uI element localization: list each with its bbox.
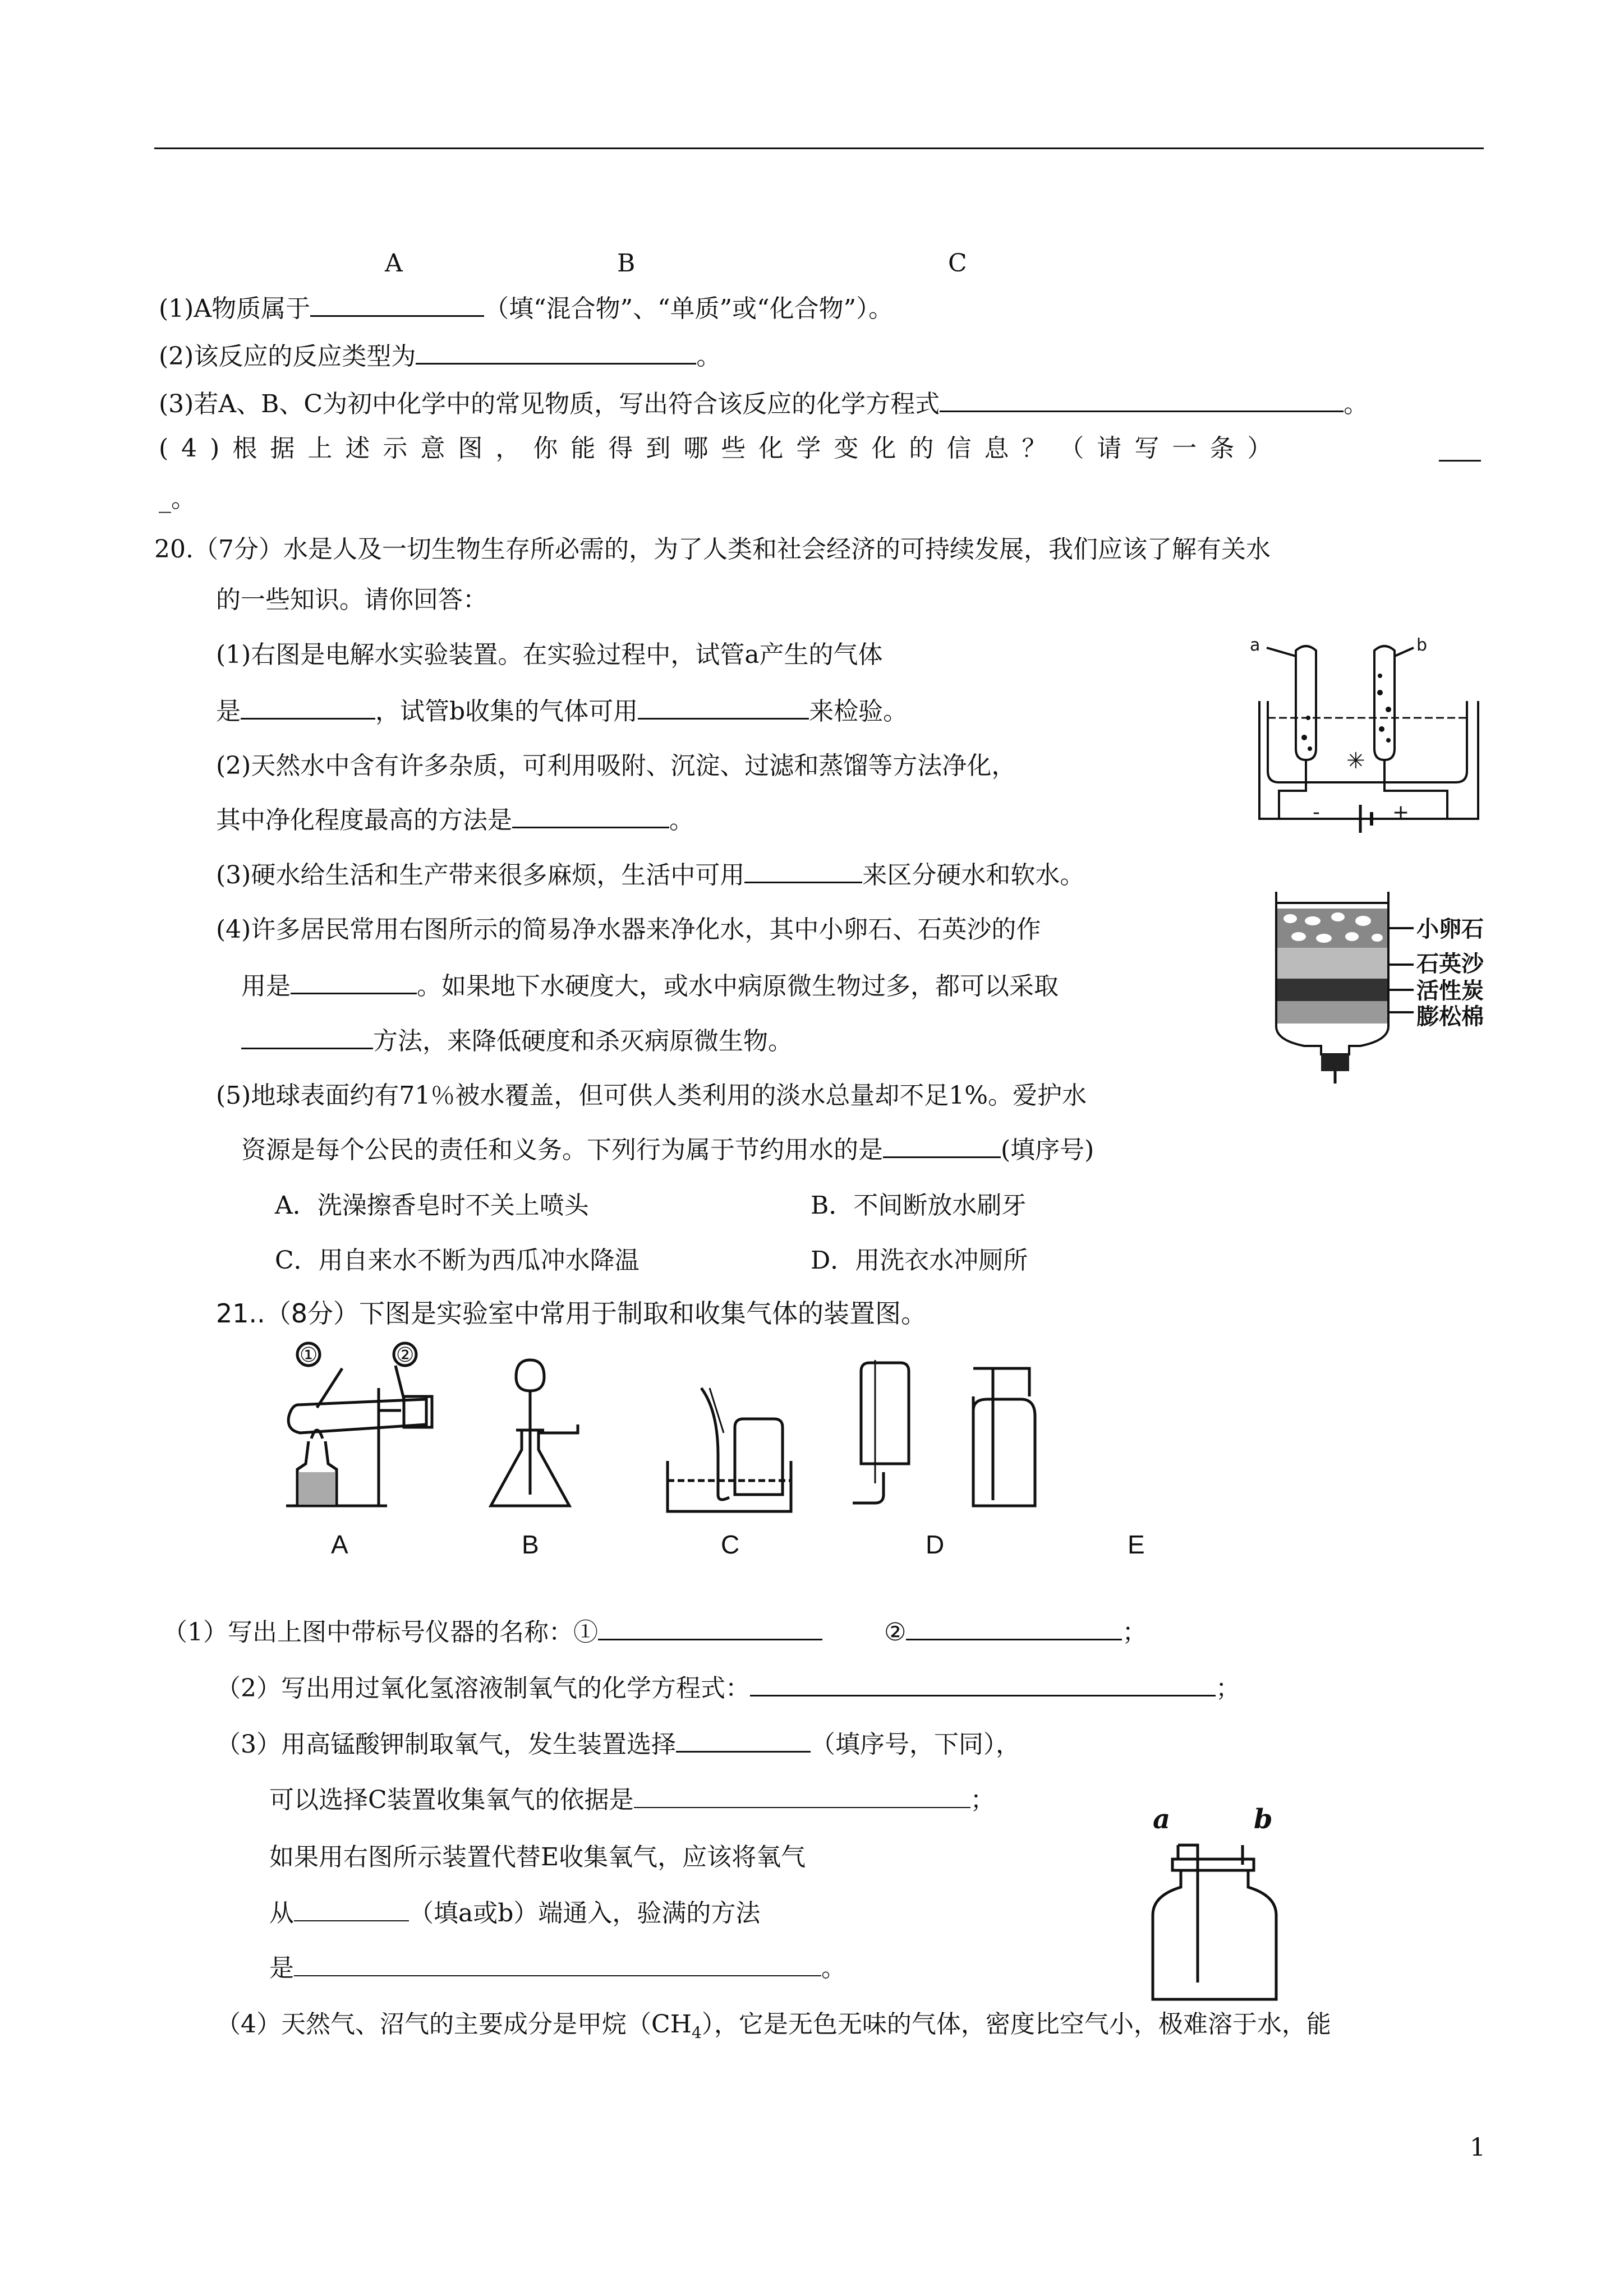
marker-1: ① xyxy=(300,1344,318,1367)
filter-label-quartz-sand: 石英沙 xyxy=(1416,951,1484,977)
electrolysis-label-plus: + xyxy=(1392,801,1410,824)
bottle-label-b: b xyxy=(1254,1804,1273,1835)
q21-p3c: 如果用右图所示装置代替E收集氧气，应该将氧气 xyxy=(269,1843,806,1871)
q19-line-4: (4)根据上述示意图，你能得到哪些化学变化的信息？（请写一条） xyxy=(159,434,1285,463)
q20-p4c: 方法，来降低硬度和杀灭病原微生物。 xyxy=(241,1024,793,1058)
q21-p3b: 可以选择C装置收集氧气的依据是 ； xyxy=(269,1783,995,1817)
q21-p3a: （3）用高锰酸钾制取氧气，发生装置选择 （填序号，下同）， xyxy=(216,1727,1020,1762)
q20-p1b: 是 ，试管b收集的气体可用 来检验。 xyxy=(216,694,908,729)
answer-blank[interactable] xyxy=(906,1615,1122,1640)
filter-label-activated-carbon: 活性炭 xyxy=(1416,978,1484,1004)
q21-p4: （4）天然气、沼气的主要成分是甲烷$(CH_4)$，它是无色无味的气体，密度比空气小，极难溶于水，能 xyxy=(216,2010,1331,2042)
answer-blank[interactable] xyxy=(291,969,417,994)
answer-blank[interactable] xyxy=(310,292,484,317)
filter-label-cotton: 膨松棉 xyxy=(1416,1004,1484,1030)
q19-label-b: B xyxy=(617,249,636,278)
electrolysis-label-minus: - xyxy=(1313,801,1320,824)
answer-blank[interactable] xyxy=(634,1783,970,1808)
gas-apparatus-diagram xyxy=(275,1343,1229,1562)
q20-option-b: B．不间断放水刷牙 xyxy=(811,1191,1027,1220)
q19-line-1: (1)A物质属于 （填“混合物”、“单质”或“化合物”）。 xyxy=(159,292,893,326)
gas-bottle-diagram xyxy=(1130,1803,1299,2016)
q20-p5b: 资源是每个公民的责任和义务。下列行为属于节约用水的是 (填序号) xyxy=(241,1133,1094,1167)
answer-blank[interactable] xyxy=(294,1952,821,1976)
q20-p2b: 其中净化程度最高的方法是 。 xyxy=(216,803,694,837)
apparatus-label-e: E xyxy=(1128,1530,1145,1559)
q20-p3: (3)硬水给生活和生产带来很多麻烦，生活中可用 来区分硬水和软水。 xyxy=(216,858,1084,892)
answer-blank[interactable] xyxy=(676,1727,811,1753)
q21-p3e: 是 。 xyxy=(269,1952,846,1985)
header-rule xyxy=(154,147,1484,149)
electrolysis-label-a: a xyxy=(1250,635,1260,655)
electrolysis-diagram xyxy=(1245,634,1487,824)
answer-blank[interactable] xyxy=(883,1133,1001,1158)
apparatus-label-a: A xyxy=(331,1530,348,1559)
q19-line-4-blank[interactable] xyxy=(1439,460,1481,462)
answer-blank[interactable] xyxy=(294,1897,409,1921)
answer-blank[interactable] xyxy=(241,694,375,720)
svg-text:✳: ✳ xyxy=(1346,748,1365,774)
bottle-label-a: a xyxy=(1153,1804,1171,1835)
q21-p1: （1）写出上图中带标号仪器的名称：① ② ； xyxy=(163,1615,1147,1649)
electrolysis-label-b: b xyxy=(1416,635,1428,655)
answer-blank[interactable] xyxy=(750,1671,1216,1696)
apparatus-label-b: B xyxy=(522,1530,539,1559)
q20-p5a: (5)地球表面约有71％被水覆盖，但可供人类利用的淡水总量却不足1%。爱护水 xyxy=(216,1081,1087,1110)
q19-line-2: (2)该反应的反应类型为 。 xyxy=(159,339,721,374)
q20-intro-2: 的一些知识。请你回答： xyxy=(216,585,487,614)
q21-intro: 21..（8分）下图是实验室中常用于制取和收集气体的装置图。 xyxy=(216,1298,927,1329)
q20-intro-1: 20.（7分）水是人及一切生物生存所必需的，为了人类和社会经济的可持续发展，我们应该了解有关水 xyxy=(154,535,1271,564)
q19-line-4-end: _。 xyxy=(159,485,196,513)
page-number: 1 xyxy=(1470,2133,1485,2162)
q20-p2a: (2)天然水中含有许多杂质，可利用吸附、沉淀、过滤和蒸馏等方法净化， xyxy=(216,751,1016,780)
q20-option-c: C．用自来水不断为西瓜冲水降温 xyxy=(275,1246,640,1275)
q21-p2: （2）写出用过氧化氢溶液制氧气的化学方程式： ； xyxy=(216,1671,1240,1705)
answer-blank[interactable] xyxy=(598,1615,822,1640)
q21-p3d: 从 （填a或b）端通入，验满的方法 xyxy=(269,1897,760,1930)
answer-blank[interactable] xyxy=(744,858,862,883)
answer-blank[interactable] xyxy=(512,803,669,828)
q20-option-a: A．洗澡擦香皂时不关上喷头 xyxy=(275,1191,589,1220)
filter-label-pebbles: 小卵石 xyxy=(1416,916,1484,942)
answer-blank[interactable] xyxy=(638,694,809,720)
answer-blank[interactable] xyxy=(940,387,1344,412)
q20-p4a: (4)许多居民常用右图所示的简易净水器来净化水，其中小卵石、石英沙的作 xyxy=(216,915,1041,944)
q20-p1a: (1)右图是电解水实验装置。在实验过程中，试管a产生的气体 xyxy=(216,640,883,669)
q19-label-a: A xyxy=(385,249,403,278)
answer-blank[interactable] xyxy=(416,339,696,365)
answer-blank[interactable] xyxy=(241,1024,373,1049)
marker-2: ② xyxy=(396,1344,415,1367)
water-filter-diagram xyxy=(1265,886,1495,1088)
q20-option-d: D．用洗衣水冲厕所 xyxy=(811,1246,1028,1275)
apparatus-label-d: D xyxy=(926,1530,945,1559)
q19-label-c: C xyxy=(948,249,967,278)
q20-p4b: 用是 。如果地下水硬度大，或水中病原微生物过多，都可以采取 xyxy=(241,969,1059,1003)
apparatus-label-c: C xyxy=(721,1530,740,1559)
q19-line-3: (3)若A、B、C为初中化学中的常见物质，写出符合该反应的化学方程式 。 xyxy=(159,387,1368,421)
